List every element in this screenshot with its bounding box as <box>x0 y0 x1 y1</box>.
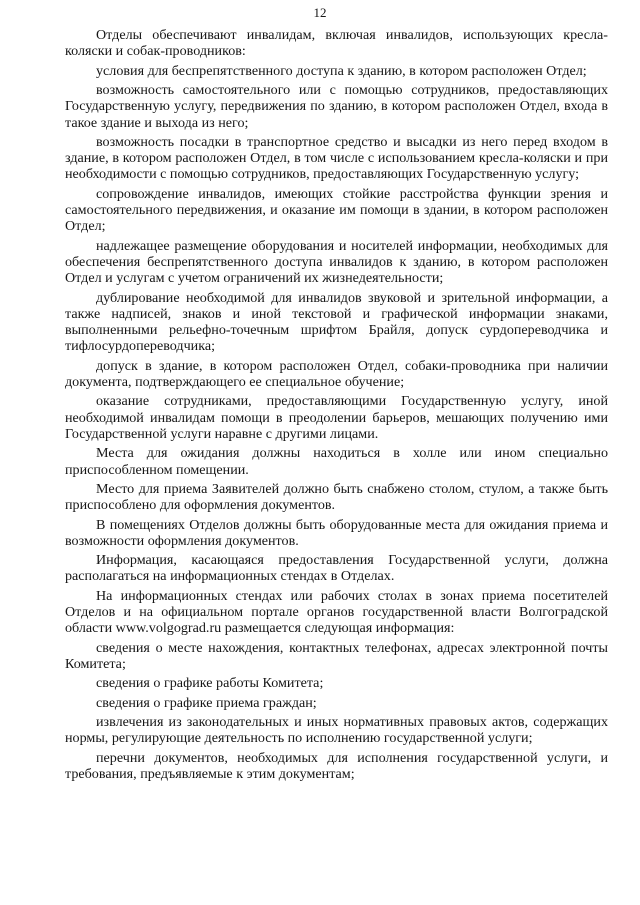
paragraph: возможность самостоятельного или с помощью сотрудников, предоставляющих Государственную услугу, передвижения по зданию, в котором расположен Отдел, входа в такое здание и выхода из него; <box>65 82 608 131</box>
paragraph: сведения о графике работы Комитета; <box>96 675 324 692</box>
paragraph: В помещениях Отделов должны быть оборудованные места для ожидания приема и возможности оформления документов. <box>65 516 608 549</box>
paragraph: сведения о месте нахождения, контактных телефонах, адресах электронной почты Комитета; <box>65 639 608 672</box>
paragraph: возможность посадки в транспортное средство и высадки из него перед входом в здание, в котором расположен Отдел, в том числе с использованием кресла-коляски и при необходимости с помощью сотрудников, предоставляющих Государственную услугу; <box>65 133 608 183</box>
page-number: 12 <box>313 5 327 20</box>
paragraph: условия для беспрепятственного доступа к зданию, в котором расположен Отдел; <box>96 62 587 79</box>
paragraph: допуск в здание, в котором расположен Отдел, собаки-проводника при наличии документа, подтверждающего ее специальное обучение; <box>65 357 608 390</box>
paragraph: перечни документов, необходимых для исполнения государственной услуги, и требования, предъявляемые к этим документам; <box>65 749 608 783</box>
paragraph: Отделы обеспечивают инвалидам, включая инвалидов, использующих кресла-коляски и собак-проводников: <box>65 27 608 60</box>
paragraph: Места для ожидания должны находиться в холле или ином специально приспособленном помещении. <box>65 445 608 478</box>
paragraph: сопровождение инвалидов, имеющих стойкие расстройства функции зрения и самостоятельного передвижения, и оказание им помощи в здании, в котором расположен Отдел; <box>65 185 608 235</box>
paragraph: оказание сотрудниками, предоставляющими Государственную услугу, иной необходимой инвалидам помощи в преодолении барьеров, мешающих получению ими Государственной услуги наравне с другими лицами. <box>65 393 608 442</box>
document-body <box>65 27 608 785</box>
paragraph: надлежащее размещение оборудования и носителей информации, необходимых для обеспечения беспрепятственного доступа инвалидов к зданию, в котором расположен Отдел и услугам с учетом ограничений их жизнедеятельности; <box>65 237 608 287</box>
paragraph: сведения о графике приема граждан; <box>96 694 317 711</box>
paragraph: Информация, касающаяся предоставления Государственной услуги, должна располагаться на информационных стендах в Отделах. <box>65 552 608 585</box>
paragraph: На информационных стендах или рабочих столах в зонах приема посетителей Отделов и на официальном портале органов государственной власти Волгоградской области www.volgograd.ru размещается следующая информация: <box>65 587 608 637</box>
paragraph: Место для приема Заявителей должно быть снабжено столом, стулом, а также быть приспособлено для оформления документов. <box>65 480 608 514</box>
paragraph: дублирование необходимой для инвалидов звуковой и зрительной информации, а также надписей, знаков и иной текстовой и графической информации знаками, выполненными рельефно-точечным шрифтом Брайля, допуск сурдопереводчика и тифлосурдопереводчика; <box>65 289 608 355</box>
paragraph: извлечения из законодательных и иных нормативных правовых актов, содержащих нормы, регулирующие деятельность по исполнению государственной услуги; <box>65 714 608 747</box>
